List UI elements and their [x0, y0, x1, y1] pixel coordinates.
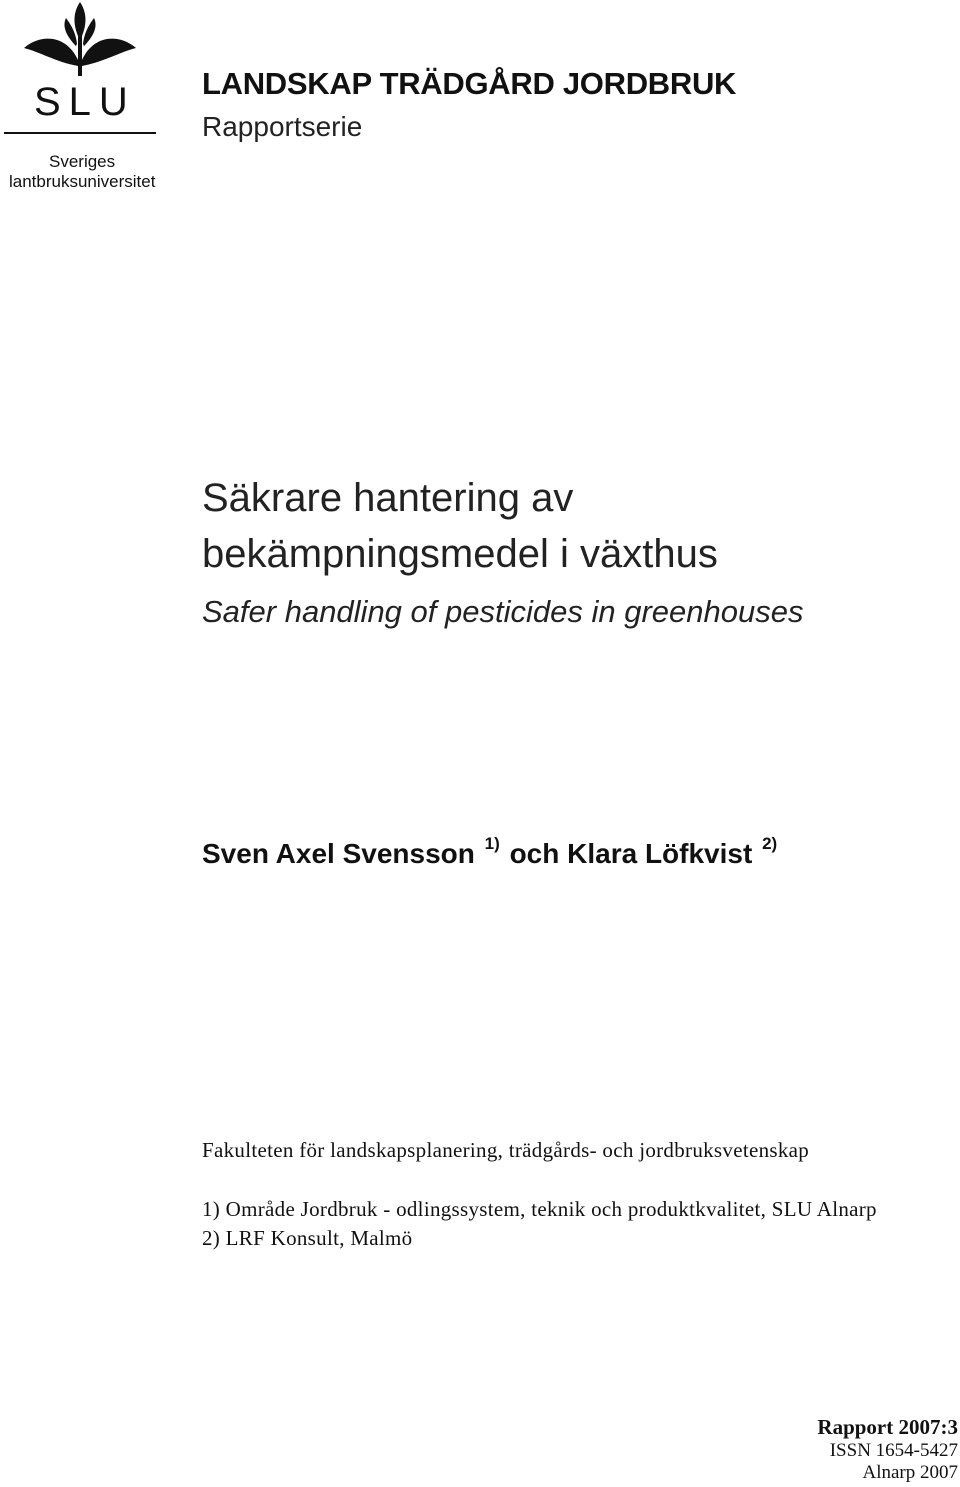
logo-acronym: SLU — [34, 80, 136, 124]
author-1: Sven Axel Svensson — [202, 838, 475, 869]
report-title-english: Safer handling of pesticides in greenhouses — [202, 594, 804, 629]
issn: ISSN 1654-5427 — [829, 1440, 958, 1461]
report-title-swedish — [202, 470, 942, 582]
affiliation-2: 2) LRF Konsult, Malmö — [202, 1226, 413, 1250]
author-1-note: 1) — [484, 834, 500, 853]
authors-line — [202, 822, 779, 876]
logo-name-line2: lantbruksuniversitet — [9, 172, 156, 191]
place-year: Alnarp 2007 — [862, 1462, 958, 1483]
logo-divider — [4, 132, 156, 134]
report-info — [817, 1414, 958, 1484]
series-title: LANDSKAP TRÄDGÅRD JORDBRUK — [202, 66, 737, 101]
affiliation-1: 1) Område Jordbruk - odlingssystem, teknik och produktkvalitet, SLU Alnarp — [202, 1197, 877, 1221]
title-line-1: Säkrare hantering av — [202, 476, 574, 520]
title-line-2: bekämpningsmedel i växthus — [202, 532, 718, 576]
authors-conjunction: och — [509, 838, 560, 869]
report-number: Rapport 2007:3 — [817, 1415, 958, 1439]
author-2: Klara Löfkvist — [567, 838, 753, 869]
author-2-note: 2) — [762, 834, 778, 853]
logo-name-line1: Sveriges — [49, 152, 116, 171]
faculty-line: Fakulteten för landskapsplanering, trädgårds- och jordbruksvetenskap — [202, 1138, 810, 1162]
slu-logo-mark — [22, 0, 138, 78]
series-subtitle: Rapportserie — [202, 111, 363, 142]
